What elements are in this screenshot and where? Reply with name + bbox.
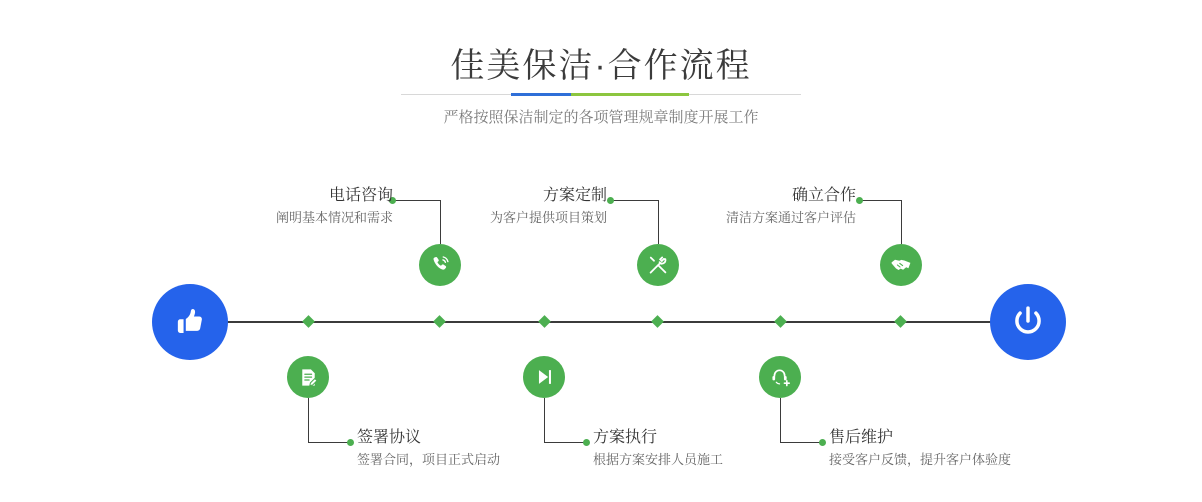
connector-vertical-1 [440, 200, 441, 244]
connector-horizontal-2 [308, 442, 350, 443]
step-desc-5: 清洁方案通过客户评估 [725, 210, 856, 225]
step-node-4[interactable] [523, 356, 565, 398]
connector-dot-4 [583, 439, 590, 446]
step-label-6 [829, 428, 1011, 470]
step-node-5[interactable] [880, 244, 922, 286]
title-divider [401, 93, 801, 96]
page-title: 佳美保洁·合作流程 [450, 47, 752, 85]
axis-marker [538, 315, 551, 328]
connector-dot-6 [819, 439, 826, 446]
connector-vertical-3 [658, 200, 659, 244]
axis-marker [774, 315, 787, 328]
step-desc-1: 阐明基本情况和需求 [275, 210, 393, 225]
contract-edit-icon [297, 366, 320, 389]
connector-dot-3 [607, 197, 614, 204]
step-desc-4: 根据方案安排人员施工 [593, 452, 724, 467]
divider-blue-segment [511, 93, 571, 96]
step-label-5 [706, 186, 856, 228]
step-desc-6: 接受客户反馈，提升客户体验度 [829, 452, 1012, 467]
step-label-1 [253, 186, 393, 228]
step-label-2 [357, 428, 500, 470]
axis-marker [651, 315, 664, 328]
connector-vertical-2 [308, 398, 309, 442]
axis-marker [302, 315, 315, 328]
step-node-3[interactable] [637, 244, 679, 286]
connector-horizontal-5 [860, 200, 901, 201]
timeline-start-badge [152, 284, 228, 360]
tools-icon [646, 253, 670, 277]
connector-vertical-4 [544, 398, 545, 442]
step-title-2: 签署协议 [357, 429, 422, 446]
connector-vertical-5 [901, 200, 902, 244]
step-node-2[interactable] [287, 356, 329, 398]
step-node-6[interactable] [759, 356, 801, 398]
step-title-4: 方案执行 [593, 429, 658, 446]
connector-horizontal-6 [780, 442, 822, 443]
timeline-end-badge [990, 284, 1066, 360]
step-title-5: 确立合作 [791, 187, 856, 204]
step-title-3: 方案定制 [542, 187, 607, 204]
handshake-icon [889, 253, 913, 277]
axis-marker [894, 315, 907, 328]
step-label-4 [593, 428, 723, 470]
connector-horizontal-3 [611, 200, 658, 201]
connector-vertical-6 [780, 398, 781, 442]
step-node-1[interactable] [419, 244, 461, 286]
thumbs-up-icon [172, 304, 208, 340]
step-title-6: 售后维护 [829, 429, 894, 446]
power-icon [1009, 303, 1047, 341]
customer-service-add-icon [769, 366, 792, 389]
step-desc-2: 签署合同，项目正式启动 [357, 452, 501, 467]
connector-dot-2 [347, 439, 354, 446]
axis-marker [433, 315, 446, 328]
divider-green-segment [571, 93, 689, 96]
step-desc-3: 为客户提供项目策划 [489, 210, 607, 225]
phone-call-icon [428, 253, 452, 277]
connector-horizontal-1 [393, 200, 440, 201]
play-step-icon [533, 366, 555, 388]
step-title-1: 电话咨询 [328, 187, 393, 204]
connector-horizontal-4 [544, 442, 586, 443]
step-label-3 [461, 186, 607, 228]
connector-dot-5 [856, 197, 863, 204]
page-subtitle: 严格按照保洁制定的各项管理规章制度开展工作 [443, 109, 759, 126]
